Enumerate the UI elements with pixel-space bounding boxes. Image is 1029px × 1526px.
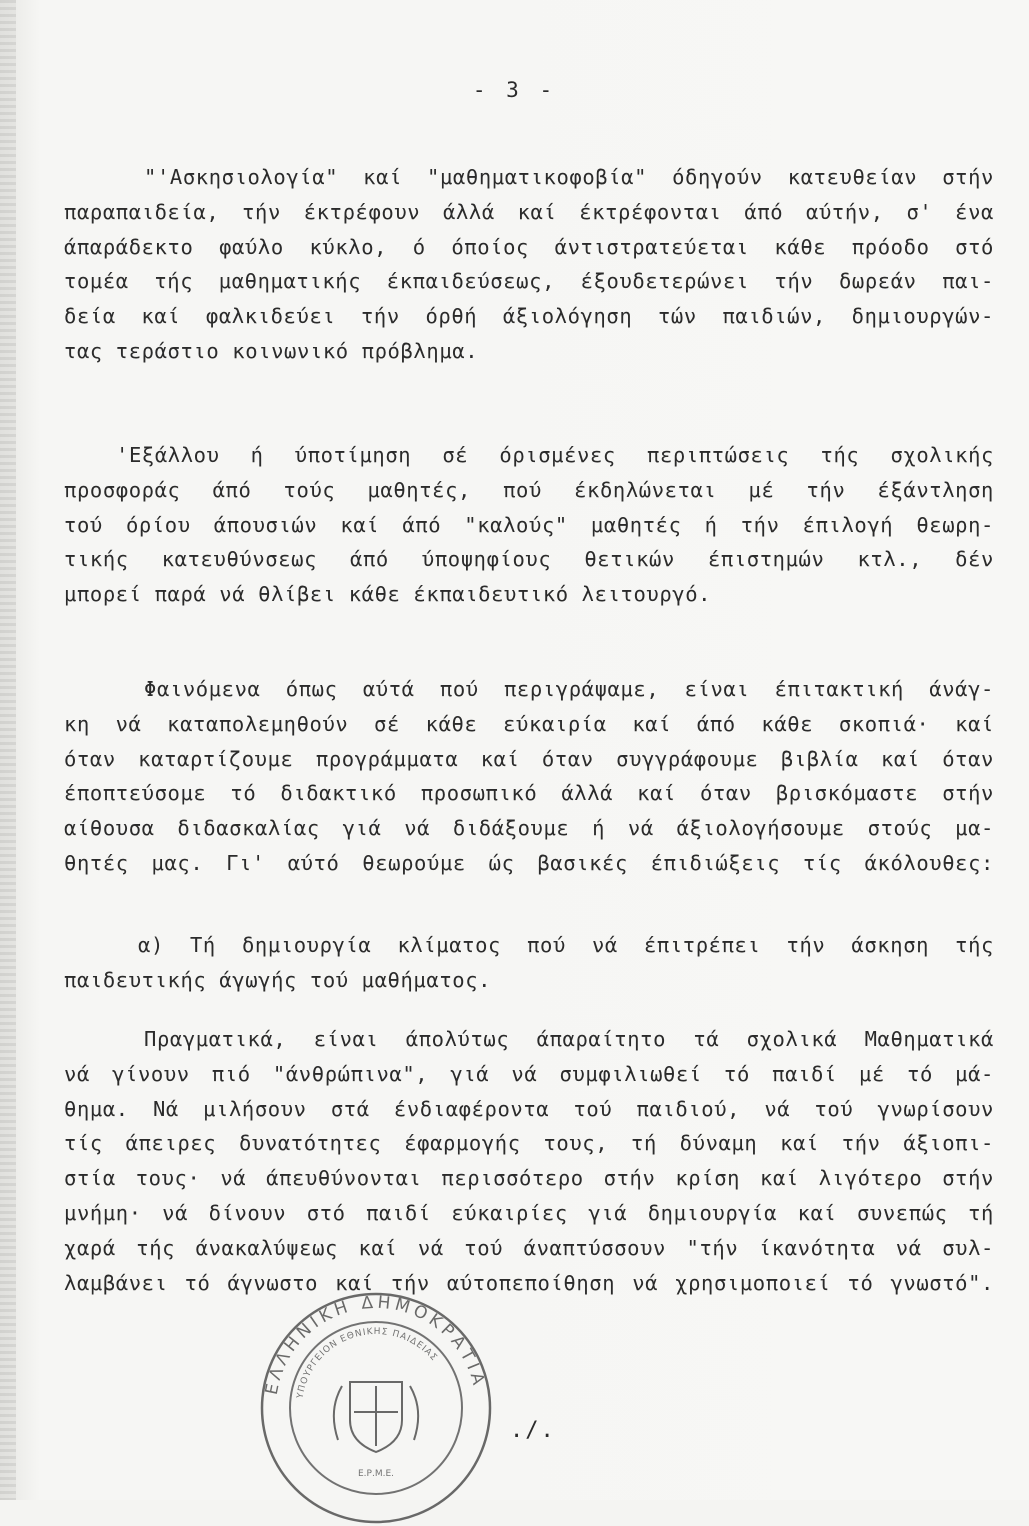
paragraph-3 — [64, 672, 994, 881]
text-line: 'Εξάλλου ή ύποτίμηση σέ όρισμένες περιπτώσεις τής σχολικής — [116, 443, 994, 467]
text-line: άπαράδεκτο φαύλο κύκλο, ό όποίος άντιστρατεύεται κάθε πρόοδο στό — [64, 234, 994, 259]
text-line: τομέα τής μαθηματικής έκπαιδεύσεως, έξουδετερώνει τήν δωρεάν παι- — [64, 269, 994, 294]
paragraph-2 — [64, 438, 994, 612]
paragraph-5 — [64, 1022, 994, 1300]
official-seal-stamp — [258, 1290, 494, 1526]
coat-of-arms-icon — [334, 1382, 418, 1452]
text-line: α) Τή δημιουργία κλίματος πού νά έπιτρέπει τήν άσκηση τής — [138, 933, 994, 957]
paragraph-1 — [64, 160, 994, 369]
text-line: Φαινόμενα όπως αύτά πού περιγράψαμε, είναι έπιτακτική άνάγ- — [144, 677, 994, 701]
text-line: προσφοράς άπό τούς μαθητές, πού έκδηλώνεται μέ τήν έξάντληση — [64, 477, 994, 502]
text-line: όταν καταρτίζουμε προγράμματα καί όταν συγγράφουμε βιβλία καί όταν — [64, 746, 994, 771]
text-line: τικής κατευθύνσεως άπό ύποψηφίους θετικών έπιστημών κτλ., δέν — [64, 547, 994, 572]
text-line: παραπαιδεία, τήν έκτρέφουν άλλά καί έκτρέφονται άπό αύτήν, σ' ένα — [64, 199, 994, 224]
stamp-outer-text: ΕΛΛΗΝΙΚΗ ΔΗΜΟΚΡΑΤΙΑ — [261, 1292, 490, 1397]
text-line: θητές μας. Γι' αύτό θεωρούμε ώς βασικές έπιδιώξεις τίς άκόλουθες: — [64, 850, 994, 875]
continuation-mark: ./. — [510, 1418, 556, 1443]
stamp-inner-text: ΥΠΟΥΡΓΕΙΟΝ ΕΘΝΙΚΗΣ ΠΑΙΔΕΙΑΣ — [295, 1326, 439, 1400]
scan-edge — [0, 0, 16, 1500]
paragraph-4-item-a — [64, 928, 994, 998]
text-line: τας τεράστιο κοινωνικό πρόβλημα. — [64, 338, 479, 363]
text-line: μπορεί παρά νά θλίβει κάθε έκπαιδευτικό λειτουργό. — [64, 582, 712, 607]
text-line: νά γίνουν πιό "άνθρώπινα", γιά νά συμφιλιωθεί τό παιδί μέ τό μά- — [64, 1061, 994, 1086]
text-line: τίς άπειρες δυνατότητες έφαρμογής τους, τή δύναμη καί τήν άξιοπι- — [64, 1131, 994, 1156]
text-line: αίθουσα διδασκαλίας γιά νά διδάξουμε ή νά άξιολογήσουμε στούς μα- — [64, 816, 994, 841]
text-line: έποπτεύσομε τό διδακτικό προσωπικό άλλά καί όταν βρισκόμαστε στήν — [64, 781, 994, 806]
text-line: Πραγματικά, είναι άπολύτως άπαραίτητο τά σχολικά Μαθηματικά — [144, 1027, 994, 1051]
stamp-bottom-text: Ε.Ρ.Μ.Ε. — [357, 1469, 395, 1479]
text-line: "'Ασκησιολογία" καί "μαθηματικοφοβία" όδηγούν κατευθείαν στήν — [144, 165, 994, 189]
text-line: θημα. Νά μιλήσουν στά ένδιαφέροντα τού παιδιού, νά τού γνωρίσουν — [64, 1096, 994, 1121]
text-line: κη νά καταπολεμηθούν σέ κάθε εύκαιρία καί άπό κάθε σκοπιά· καί — [64, 711, 994, 736]
text-line: παιδευτικής άγωγής τού μαθήματος. — [64, 967, 492, 992]
text-line: μνήμη· νά δίνουν στό παιδί εύκαιρίες γιά δημιουργία καί συνεπώς τή — [64, 1200, 994, 1225]
text-line: τού όρίου άπουσιών καί άπό "καλούς" μαθητές ή τήν έπιλογή θεωρη- — [64, 512, 994, 537]
text-line: χαρά τής άνακαλύψεως καί νά τού άναπτύσσουν "τήν ίκανότητα νά συλ- — [64, 1235, 994, 1260]
text-line: δεία καί φαλκιδεύει τήν όρθή άξιολόγηση τών παιδιών, δημιουργών- — [64, 304, 994, 329]
text-line: λαμβάνει τό άγνωστο καί τήν αύτοπεποίθηση νά χρησιμοποιεί τό γνωστό". — [64, 1270, 994, 1295]
page-number: - 3 - — [472, 78, 557, 102]
text-line: στία τους· νά άπευθύνονται περισσότερο στήν κρίση καί λιγότερο στήν — [64, 1166, 994, 1191]
